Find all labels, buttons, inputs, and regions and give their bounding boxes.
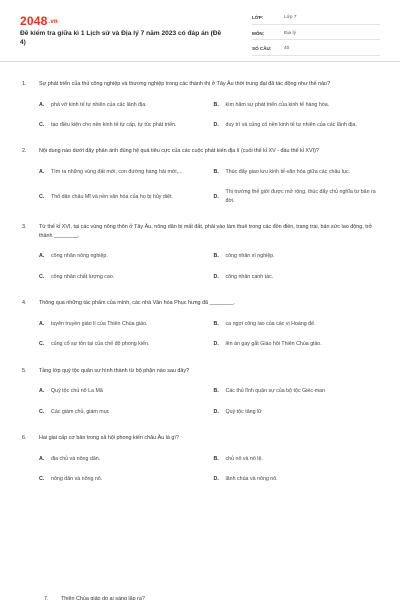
- option-b[interactable]: [214, 168, 379, 176]
- option-letter: C.: [39, 341, 45, 348]
- question-number: 3.: [22, 224, 27, 231]
- option-text: Các giám chủ, giám mục: [51, 408, 110, 415]
- option-c[interactable]: [39, 475, 204, 483]
- option-letter: D.: [213, 122, 219, 128]
- option-letter: B.: [213, 388, 219, 395]
- question-5: [0, 367, 400, 416]
- option-text: Quý tộc chủ nô La Mã: [51, 388, 103, 395]
- option-c[interactable]: [39, 273, 204, 281]
- option-a[interactable]: [39, 168, 204, 176]
- question-text: Thông qua những tác phẩm của mình, các nhà Văn hóa Phục hưng đã ________.: [39, 300, 236, 307]
- option-text: tạo điều kiện cho nền kinh tế tự cấp, tự túc phát triển.: [51, 122, 177, 128]
- option-a[interactable]: [39, 101, 204, 109]
- question-1: [0, 80, 400, 129]
- option-letter: A.: [39, 169, 45, 175]
- option-letter: A.: [39, 253, 45, 260]
- option-c[interactable]: [39, 121, 204, 129]
- meta-key: SỐ CÂU:: [252, 46, 272, 52]
- option-letter: B.: [213, 320, 219, 327]
- question-6: [0, 434, 400, 483]
- option-text: công nhân nông nghiệp.: [51, 253, 108, 260]
- option-letter: C.: [39, 122, 45, 128]
- option-letter: D.: [213, 408, 219, 415]
- question-7-partial: [22, 595, 167, 600]
- option-b[interactable]: [214, 320, 379, 328]
- logo-suffix: .vn: [48, 18, 58, 25]
- option-letter: A.: [39, 455, 45, 462]
- option-letter: C.: [39, 408, 45, 415]
- option-text: công nhân canh tác.: [225, 273, 274, 280]
- question-text: Từ thế kỉ XVI, tại các vùng nông thôn ở Tây Âu, nông dân bị mất đất, phải vào làm thuê trong các đồn điền, trang trại, bán sức lao động, trở thành ________.: [39, 224, 373, 239]
- meta-value: 40: [284, 46, 290, 52]
- option-grid: [0, 320, 400, 349]
- question-number: 5.: [22, 367, 27, 374]
- option-grid: [0, 455, 400, 484]
- option-c[interactable]: [39, 408, 204, 416]
- question-text: Tầng lớp quý tộc quân sự hình thành từ bộ phận nào sau đây?: [39, 367, 190, 374]
- meta-value: Lớp 7: [284, 15, 297, 21]
- option-text: công nhân chất lượng cao.: [51, 273, 115, 280]
- meta-key: LỚP:: [252, 15, 264, 21]
- option-d[interactable]: [214, 121, 379, 129]
- option-text: duy trì và củng cố nền kinh tế tự nhiên của các lãnh địa.: [225, 122, 357, 128]
- meta-row-class: [252, 12, 380, 25]
- option-grid: [0, 252, 400, 281]
- option-b[interactable]: [214, 455, 379, 463]
- option-text: chủ nô và nô lệ.: [225, 455, 263, 462]
- question-text: Sự phát triển của thủ công nghiệp và thương nghiệp trong các thành thị ở Tây Âu thời trung đại đã tác động như thế nào?: [39, 81, 331, 87]
- option-a[interactable]: [39, 387, 204, 395]
- option-d[interactable]: [214, 340, 379, 348]
- option-d[interactable]: [214, 475, 379, 483]
- option-text: Các thủ lĩnh quân sự của bộ tộc Giéc-man: [225, 388, 326, 395]
- question-3: [0, 223, 400, 281]
- option-text: lên án gay gắt Giáo hội Thiên Chúa giáo.: [225, 341, 322, 348]
- question-2: [0, 147, 400, 205]
- option-c[interactable]: [39, 188, 204, 205]
- option-letter: D.: [213, 193, 219, 200]
- option-b[interactable]: [214, 387, 379, 395]
- question-number: 2.: [22, 148, 27, 155]
- question-number: 1.: [22, 81, 27, 87]
- meta-key: MÔN:: [252, 30, 265, 36]
- option-text: nông dân và nông nô.: [51, 476, 103, 483]
- option-a[interactable]: [39, 252, 204, 260]
- option-letter: A.: [39, 101, 45, 108]
- option-grid: [0, 101, 400, 130]
- question-number: 6.: [22, 435, 27, 442]
- option-letter: D.: [213, 273, 219, 280]
- question-stem: [0, 367, 400, 376]
- option-text: lãnh chúa và nông nô.: [225, 476, 278, 483]
- option-letter: A.: [39, 388, 45, 395]
- option-text: ca ngợi công lao của các vị Hoàng đế.: [225, 320, 316, 327]
- option-letter: C.: [39, 193, 45, 200]
- meta-row-count: [252, 43, 380, 56]
- question-number: 7.: [44, 596, 49, 600]
- site-logo[interactable]: [20, 14, 58, 28]
- option-text: kìm hãm sự phát triển của kinh tế hàng hóa.: [225, 101, 330, 108]
- option-a[interactable]: [39, 455, 204, 463]
- option-text: Thị trường thế giới được mở rộng, thúc đẩy chủ nghĩa tư bản ra đời.: [225, 189, 376, 204]
- page-title: Đề kiểm tra giữa kì 1 Lịch sử và Địa lý 7 năm 2023 có đáp án (Đề 4): [20, 30, 222, 46]
- option-letter: D.: [213, 476, 219, 483]
- option-letter: D.: [213, 341, 219, 348]
- question-stem: [0, 80, 400, 89]
- option-letter: C.: [39, 273, 45, 280]
- option-text: phá vỡ kinh tế tự nhiên của các lãnh địa.: [51, 101, 147, 108]
- question-4: [0, 299, 400, 348]
- question-stem: [0, 299, 400, 308]
- option-c[interactable]: [39, 340, 204, 348]
- meta-row-subject: [252, 28, 380, 41]
- option-text: Tìm ra những vùng đất mới, con đường hàng hải mới,...: [51, 169, 183, 175]
- option-letter: A.: [39, 320, 45, 327]
- option-grid: [0, 387, 400, 416]
- option-grid: [0, 168, 400, 205]
- option-text: Thúc đẩy giao lưu kinh tế-văn hóa giữa các châu lục.: [225, 169, 351, 175]
- option-d[interactable]: [214, 408, 379, 416]
- option-text: củng cố sự tôn tại của chế độ phong kiến.: [51, 341, 150, 348]
- logo-text: 2048: [20, 14, 48, 28]
- option-d[interactable]: [214, 273, 379, 281]
- option-b[interactable]: [214, 252, 379, 260]
- option-d[interactable]: [214, 188, 379, 205]
- document-header: [0, 0, 400, 62]
- option-text: tuyên truyền giáo lí của Thiên Chúa giáo.: [51, 320, 148, 327]
- option-letter: B.: [213, 101, 219, 108]
- option-letter: C.: [39, 476, 45, 483]
- option-letter: B.: [213, 253, 219, 260]
- question-text: Thiên Chúa giáo do ai sáng lập ra?: [61, 596, 145, 600]
- option-b[interactable]: [214, 101, 379, 109]
- question-list: [0, 80, 400, 501]
- question-text: Hai giai cấp cơ bản trong xã hội phong kiến châu Âu là gì?: [39, 435, 179, 442]
- question-stem: [0, 223, 400, 240]
- option-letter: B.: [213, 455, 219, 462]
- meta-value: Địa lý: [284, 30, 296, 36]
- question-stem: [0, 434, 400, 443]
- option-text: Thổ dân châu Mĩ và nền văn hóa của họ bị hủy diệt.: [51, 193, 173, 200]
- option-text: địa chủ và nông dân.: [51, 455, 101, 462]
- option-letter: B.: [213, 169, 219, 175]
- option-text: Quý tộc tăng lữ: [225, 408, 262, 415]
- option-a[interactable]: [39, 320, 204, 328]
- document-meta: [252, 12, 380, 56]
- question-text: Nội dung nào dưới đây phản ánh đúng hệ quả tiêu cực của các cuộc phát kiến địa lí (cuối thế kỉ XV - đầu thế kỉ XVI)?: [39, 148, 319, 155]
- option-text: công nhân xí nghiệp.: [225, 253, 275, 260]
- question-stem: [0, 147, 400, 156]
- question-number: 4.: [22, 300, 27, 307]
